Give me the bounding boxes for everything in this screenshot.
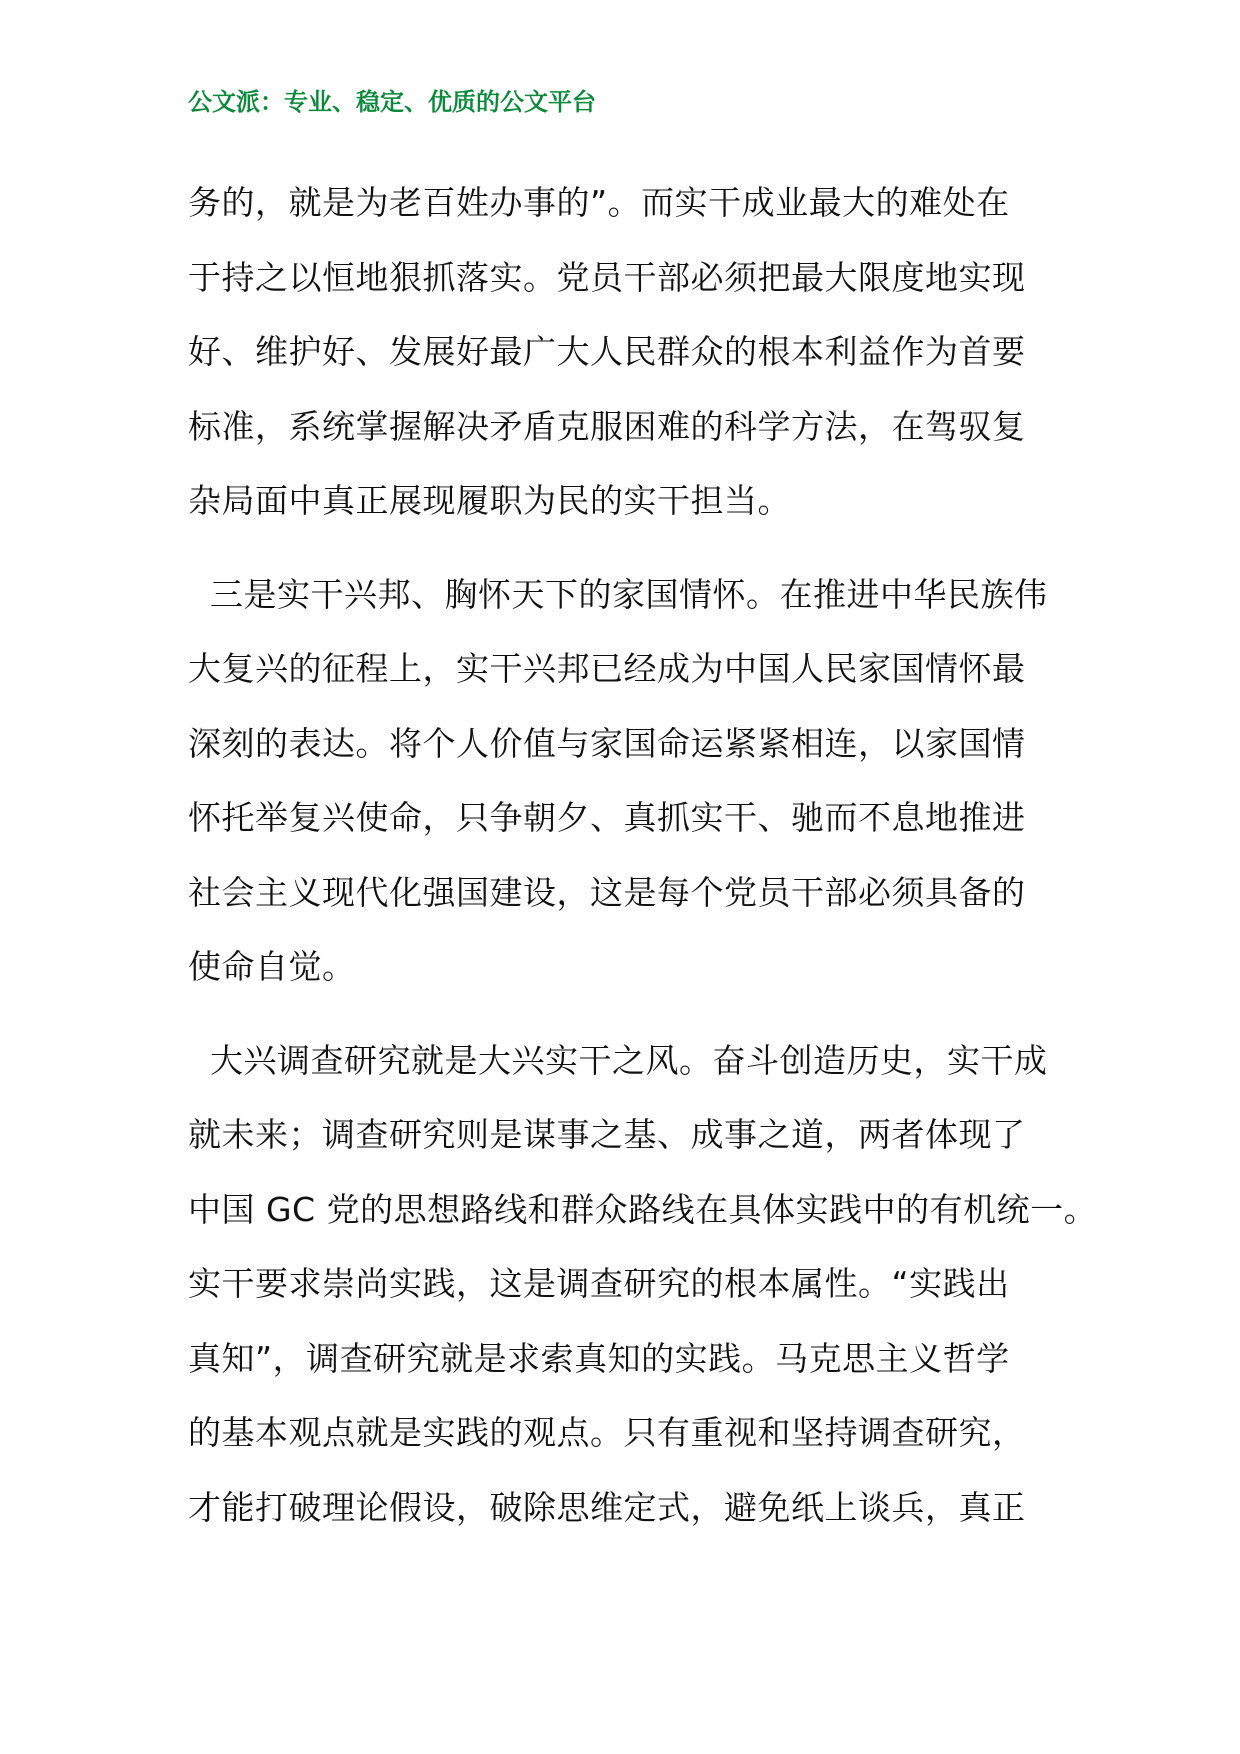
- text-line: 三是实干兴邦、胸怀天下的家国情怀。在推进中华民族伟: [188, 574, 1048, 614]
- paragraph: [188, 166, 1068, 539]
- text-line: 怀托举复兴使命，只争朝夕、真抓实干、驰而不息地推进: [188, 798, 1026, 837]
- text-line: 标准，系统掌握解决矛盾克服困难的科学方法，在驾驭复: [188, 406, 1026, 446]
- text-line: 才能打破理论假设，破除思维定式，避免纸上谈兵，真正: [188, 1487, 1026, 1527]
- text-line: 的基本观点就是实践的观点。只有重视和坚持调查研究，: [188, 1413, 1026, 1452]
- text-line: 真知”，调查研究就是求索真知的实践。马克思主义哲学: [188, 1338, 1010, 1378]
- text-line: 大复兴的征程上，实干兴邦已经成为中国人民家国情怀最: [188, 649, 1026, 688]
- paragraph: [188, 1024, 1098, 1546]
- text-line: 务的，就是为老百姓办事的”。而实干成业最大的难处在: [188, 183, 1010, 222]
- text-line: 社会主义现代化强国建设，这是每个党员干部必须具备的: [188, 872, 1026, 912]
- text-line: 深刻的表达。将个人价值与家国命运紧紧相连，以家国情: [188, 723, 1026, 763]
- document-body: [188, 166, 1098, 1564]
- text-line: 杂局面中真正展现履职为民的实干担当。: [188, 481, 791, 520]
- text-line: 大兴调查研究就是大兴实干之风。奋斗创造历史，实干成: [188, 1040, 1048, 1080]
- text-line: 好、维护好、发展好最广大人民群众的根本利益作为首要: [188, 332, 1026, 371]
- text-line: 使命自觉。: [188, 947, 356, 986]
- paragraph: [188, 558, 1068, 1005]
- text-line: 于持之以恒地狠抓落实。党员干部必须把最大限度地实现: [188, 257, 1026, 297]
- text-line: 实干要求崇尚实践，这是调查研究的根本属性。“实践出: [188, 1264, 1010, 1303]
- text-line: 就未来；调查研究则是谋事之基、成事之道，两者体现了: [188, 1115, 1026, 1154]
- header-banner: 公文派：专业、稳定、优质的公文平台: [188, 88, 596, 116]
- text-line: 中国 GC 党的思想路线和群众路线在具体实践中的有机统一。: [188, 1189, 1098, 1229]
